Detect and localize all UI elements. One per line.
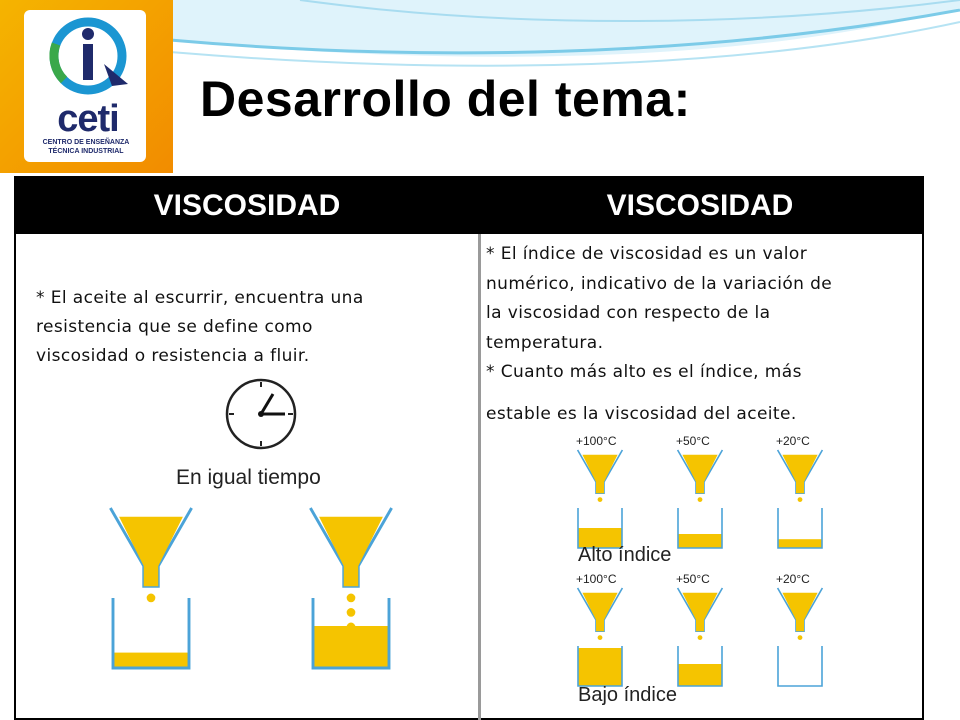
flow-unit: [578, 588, 623, 686]
right-text-line: temperatura.: [486, 332, 604, 353]
figure-header-bar: [16, 178, 922, 234]
flow-unit: [110, 508, 191, 668]
ceti-logo: [0, 0, 173, 173]
container-oil-fill: [778, 539, 822, 548]
logo-subtitle: [36, 138, 136, 156]
flow-unit: [678, 588, 723, 686]
left-flow-illustration: [96, 508, 416, 678]
flow-unit: [678, 450, 723, 548]
low-index-illustration: [572, 588, 832, 688]
low-index-label: Bajo índice: [578, 684, 677, 706]
funnel-oil: [319, 517, 383, 587]
right-description: [486, 240, 918, 429]
oil-drop: [698, 497, 703, 502]
right-heading: VISCOSIDAD: [606, 189, 794, 222]
left-text-line: * El aceite al escurrir, encuentra una: [36, 288, 364, 308]
container-oil-fill: [678, 534, 722, 548]
logo-subtitle-line1: CENTRO DE ENSEÑANZA: [42, 139, 130, 146]
right-text-line: la viscosidad con respecto de la: [486, 303, 771, 323]
funnel-oil: [782, 455, 817, 493]
funnel-oil: [682, 455, 717, 493]
funnel-oil: [682, 593, 717, 631]
oil-drop: [798, 635, 803, 640]
left-text-line: viscosidad o resistencia a fluir.: [36, 346, 310, 366]
high-index-label: Alto índice: [578, 544, 672, 566]
oil-drop: [598, 635, 603, 640]
container-oil-fill: [313, 626, 389, 668]
ceti-emblem-icon: [48, 14, 132, 100]
funnel-oil: [782, 593, 817, 631]
logo-wordmark: ceti: [57, 98, 119, 140]
oil-drop: [598, 497, 603, 502]
equal-time-caption: En igual tiempo: [176, 466, 321, 489]
oil-drop: [698, 635, 703, 640]
right-text-line: * Cuanto más alto es el índice, más: [486, 362, 802, 382]
low-temp-label: +20°C: [776, 572, 810, 586]
logo-subtitle-line2: TÉCNICA INDUSTRIAL: [48, 148, 124, 155]
funnel-oil: [582, 593, 617, 631]
low-temp-label: +100°C: [576, 572, 617, 586]
high-temp-label: +50°C: [676, 434, 710, 448]
viscosity-figure: [14, 176, 924, 720]
oil-drop: [147, 594, 156, 603]
clock-icon: [223, 376, 299, 452]
left-text-line: resistencia que se define como: [36, 317, 313, 337]
oil-drop: [798, 497, 803, 502]
right-text-line: estable es la viscosidad del aceite.: [486, 403, 797, 424]
right-text-line: * El índice de viscosidad es un valor: [486, 244, 808, 264]
high-temp-label: +20°C: [776, 434, 810, 448]
low-temp-label: +50°C: [676, 572, 710, 586]
high-temp-label: +100°C: [576, 434, 617, 448]
high-index-illustration: [572, 450, 832, 550]
left-description: [36, 284, 476, 371]
flow-unit: [778, 588, 823, 686]
flow-unit: [310, 508, 391, 668]
container-oil-fill: [678, 664, 722, 686]
funnel-oil: [582, 455, 617, 493]
left-heading: VISCOSIDAD: [153, 189, 341, 222]
oil-drop: [347, 608, 356, 617]
container-oil-fill: [113, 653, 189, 668]
container-outline: [778, 646, 822, 686]
container-oil-fill: [578, 648, 622, 686]
funnel-oil: [119, 517, 183, 587]
oil-drop: [347, 594, 356, 603]
flow-unit: [578, 450, 623, 548]
slide-title: Desarrollo del tema:: [200, 71, 691, 127]
flow-unit: [778, 450, 823, 548]
column-divider: [478, 234, 481, 720]
right-text-line: numérico, indicativo de la variación de: [486, 273, 833, 294]
